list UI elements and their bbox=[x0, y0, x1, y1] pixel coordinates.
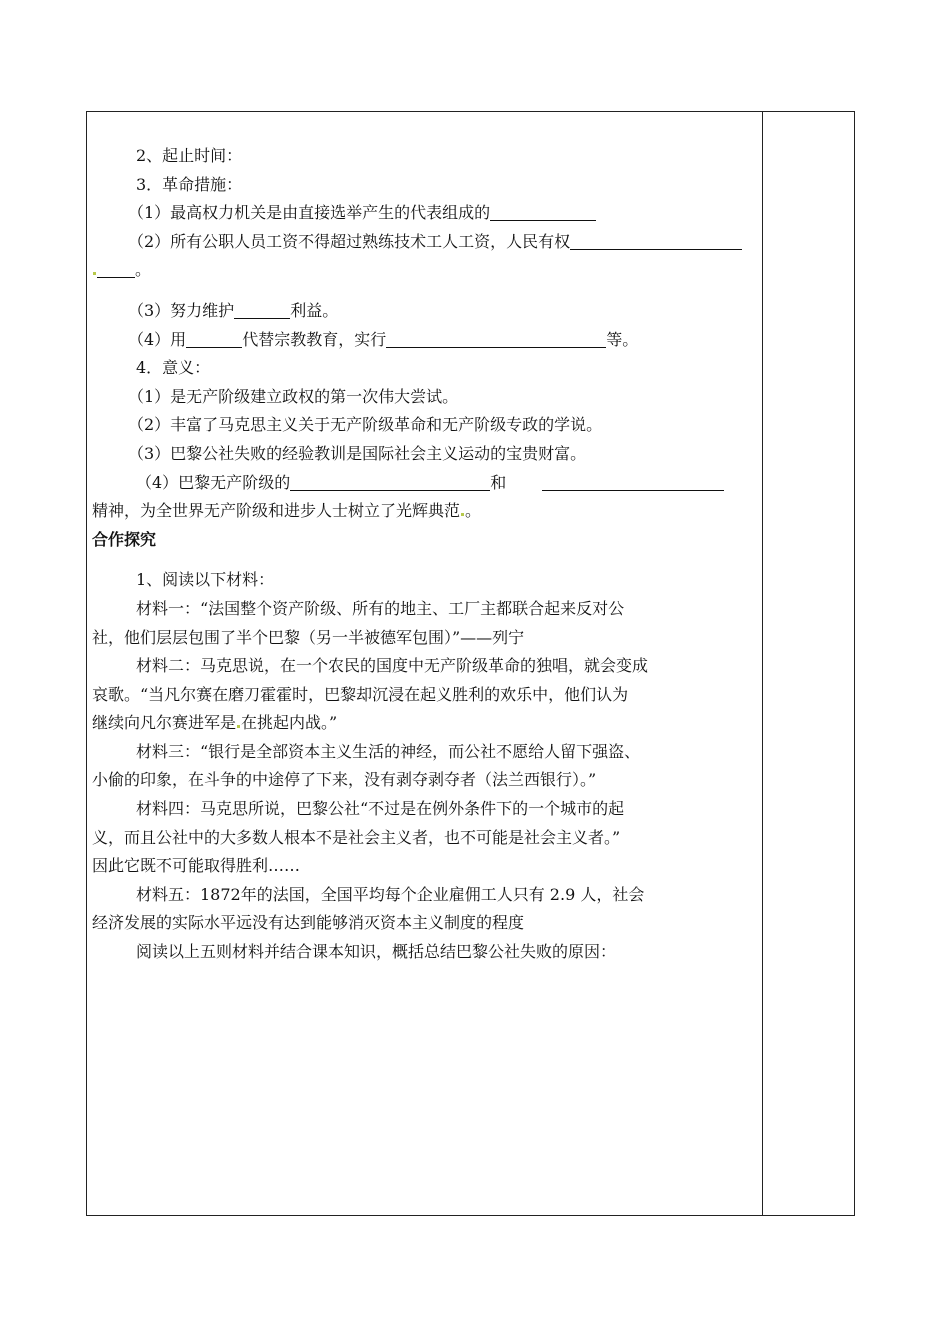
measure-4-text-a: （4）用 bbox=[128, 329, 187, 349]
material-4-text-3: 因此它既不可能取得胜利…… bbox=[92, 856, 301, 876]
measure-2-cont bbox=[92, 256, 760, 285]
blank-field-5[interactable] bbox=[186, 329, 242, 348]
material-2-text-2: 哀歌。“当凡尔赛在磨刀霍霍时，巴黎却沉浸在起义胜利的欢乐中，他们认为 bbox=[92, 684, 629, 704]
measure-1 bbox=[92, 199, 760, 228]
material-3-text-1: 材料三：“银行是全部资本主义生活的神经，而公社不愿给人留下强盗、 bbox=[136, 741, 641, 761]
significance-4 bbox=[92, 469, 760, 498]
blank-field-8[interactable] bbox=[542, 472, 724, 491]
material-2-line-1 bbox=[92, 652, 760, 681]
blank-field-1[interactable] bbox=[490, 202, 596, 221]
significance-2-text: （2）丰富了马克思主义关于无产阶级革命和无产阶级专政的学说。 bbox=[128, 415, 603, 435]
section-heading bbox=[92, 526, 760, 555]
measure-4-text-b: 代替宗教教育，实行 bbox=[242, 329, 387, 349]
material-5-text-2: 经济发展的实际水平远没有达到能够消灭资本主义制度的程度 bbox=[92, 913, 525, 933]
blank-field-4[interactable] bbox=[234, 300, 290, 319]
material-3-line-1 bbox=[92, 738, 760, 767]
column-divider bbox=[762, 111, 763, 1216]
read-instruction bbox=[92, 566, 760, 595]
question-prompt bbox=[92, 938, 760, 967]
significance-2 bbox=[92, 411, 760, 440]
material-4-line-2 bbox=[92, 824, 760, 853]
material-2-text-1: 材料二：马克思说，在一个农民的国度中无产阶级革命的独唱，就会变成 bbox=[136, 656, 649, 676]
measure-4-text-c: 等。 bbox=[606, 329, 639, 349]
material-2-line-3 bbox=[92, 709, 760, 738]
question-prompt-text: 阅读以上五则材料并结合课本知识，概括总结巴黎公社失败的原因： bbox=[136, 942, 617, 962]
spacer bbox=[92, 285, 760, 297]
significance-3-text: （3）巴黎公社失败的经验教训是国际社会主义运动的宝贵财富。 bbox=[128, 443, 587, 463]
spacer bbox=[92, 554, 760, 566]
material-4-line-1 bbox=[92, 795, 760, 824]
edit-mark-icon bbox=[93, 272, 96, 275]
section-heading-text: 合作探究 bbox=[92, 529, 157, 549]
item-time-text: 2、起止时间： bbox=[136, 146, 243, 165]
measure-2 bbox=[92, 228, 760, 257]
material-1-line-1 bbox=[92, 595, 760, 624]
material-5-line-1 bbox=[92, 881, 760, 910]
material-5-text-1: 材料五：1872年的法国，全国平均每个企业雇佣工人只有 2.9 人，社会 bbox=[136, 884, 645, 904]
measure-4 bbox=[92, 326, 760, 355]
significance-1 bbox=[92, 383, 760, 412]
edit-mark-icon bbox=[461, 513, 464, 516]
item-significance-text: 4．意义： bbox=[136, 358, 211, 378]
significance-4-cont bbox=[92, 497, 760, 526]
measure-3-text-a: （3）努力维护 bbox=[128, 300, 235, 320]
material-1-text-2: 社，他们层层包围了半个巴黎（另一半被德军包围）”——列宁 bbox=[92, 627, 525, 647]
significance-4-cont-text: 精神，为全世界无产阶级和进步人士树立了光辉典范 bbox=[92, 501, 461, 521]
material-1-line-2 bbox=[92, 624, 760, 653]
measure-3 bbox=[92, 297, 760, 326]
material-2-text-3a: 继续向凡尔赛进军是 bbox=[92, 713, 237, 733]
item-measures bbox=[92, 171, 760, 200]
significance-1-text: （1）是无产阶级建立政权的第一次伟大尝试。 bbox=[128, 386, 459, 406]
measure-2-text: （2）所有公职人员工资不得超过熟练技术工人工资，人民有权 bbox=[128, 231, 571, 251]
item-measures-text: 3．革命措施： bbox=[136, 174, 243, 194]
blank-field-2[interactable] bbox=[570, 231, 742, 250]
material-5-line-2 bbox=[92, 909, 760, 938]
significance-4-text-a: （4）巴黎无产 bbox=[136, 472, 243, 492]
read-instruction-text: 1、阅读以下材料： bbox=[136, 570, 275, 590]
blank-field-6[interactable] bbox=[386, 329, 606, 348]
material-4-text-2: 义，而且公社中的大多数人根本不是社会主义者，也不可能是社会主义者。” bbox=[92, 827, 621, 847]
measure-1-text: （1）最高权力机关是由直接选举产生的代表组成的 bbox=[128, 203, 491, 223]
item-significance bbox=[92, 354, 760, 383]
material-2-text-3b: 在挑起内战。” bbox=[241, 713, 338, 733]
blank-field-7[interactable] bbox=[290, 472, 490, 491]
material-3-text-2: 小偷的印象，在斗争的中途停了下来，没有剥夺剥夺者（法兰西银行）。” bbox=[92, 770, 597, 790]
measure-2-end: 。 bbox=[135, 260, 152, 280]
material-2-line-2 bbox=[92, 681, 760, 710]
significance-4-text-c: 和 bbox=[490, 472, 507, 492]
worksheet-content bbox=[92, 142, 760, 967]
material-1-text-1: 材料一：“法国整个资产阶级、所有的地主、工厂主都联合起来反对公 bbox=[136, 598, 625, 618]
edit-mark-icon bbox=[237, 725, 240, 728]
measure-3-text-b: 利益。 bbox=[290, 300, 339, 320]
significance-4-text-b: 阶级的 bbox=[242, 472, 291, 492]
material-4-line-3 bbox=[92, 852, 760, 881]
significance-4-end: 。 bbox=[465, 501, 482, 521]
item-time bbox=[92, 142, 760, 171]
material-3-line-2 bbox=[92, 766, 760, 795]
material-4-text-1: 材料四：马克思所说，巴黎公社“不过是在例外条件下的一个城市的起 bbox=[136, 799, 625, 819]
blank-field-3[interactable] bbox=[97, 259, 135, 278]
significance-3 bbox=[92, 440, 760, 469]
